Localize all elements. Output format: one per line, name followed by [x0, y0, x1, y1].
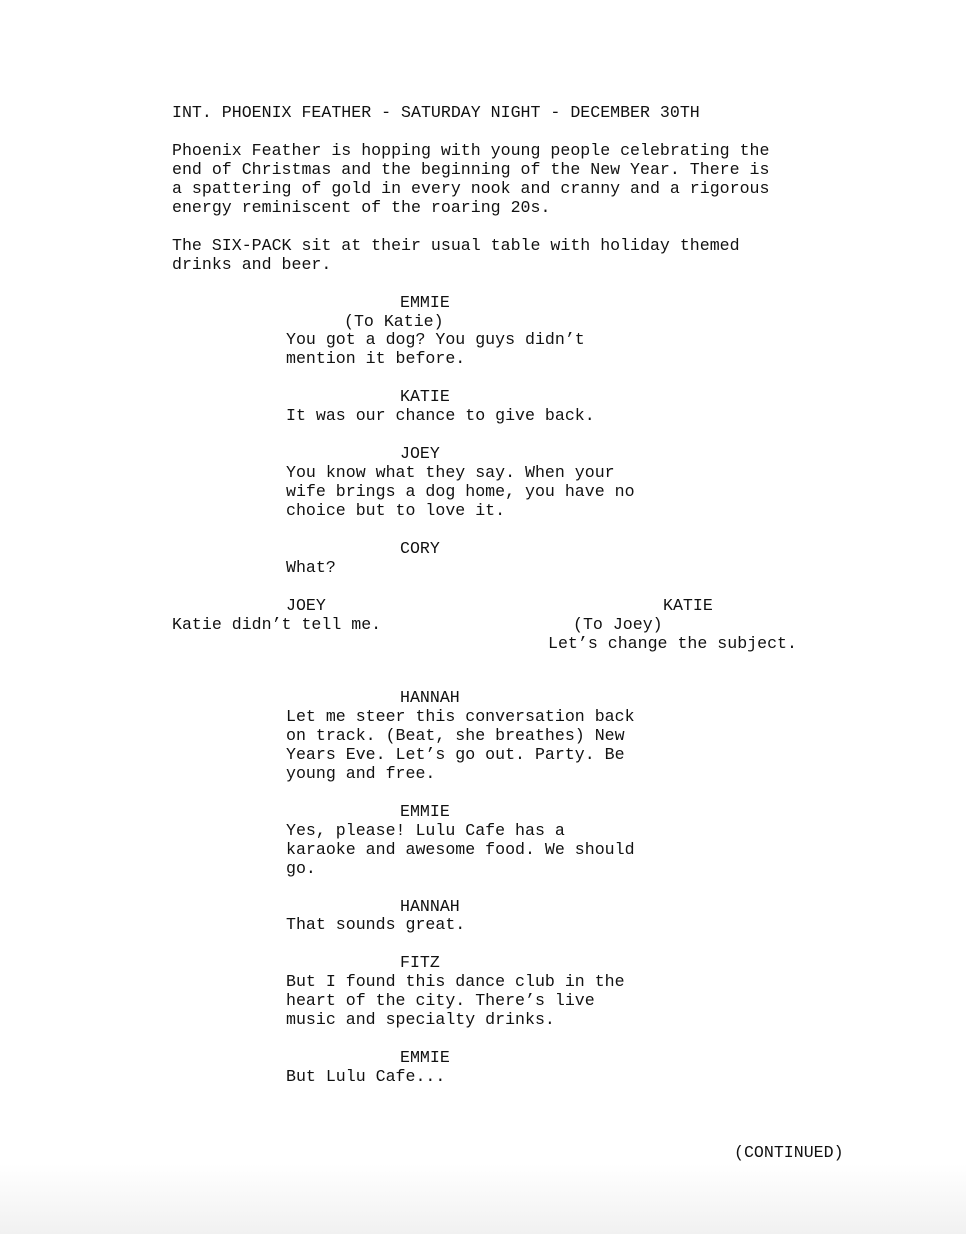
- dialogue-line: But I found this dance club in the heart of the city. There’s live music and specialty drinks.: [286, 972, 625, 1029]
- character-name: HANNAH: [400, 897, 460, 916]
- continued-marker: (CONTINUED): [734, 1143, 844, 1162]
- dual-dialogue-right-line: Let’s change the subject.: [548, 634, 797, 653]
- action-paragraph: The SIX-PACK sit at their usual table with holiday themed drinks and beer.: [172, 236, 740, 274]
- parenthetical: (To Katie): [344, 312, 444, 331]
- dual-dialogue-left-character: JOEY: [286, 596, 326, 615]
- dialogue-line: Yes, please! Lulu Cafe has a karaoke and awesome food. We should go.: [286, 821, 635, 878]
- dialogue-line: You got a dog? You guys didn’t mention it before.: [286, 330, 585, 368]
- scene-heading: INT. PHOENIX FEATHER - SATURDAY NIGHT - DECEMBER 30TH: [172, 103, 700, 122]
- character-name: EMMIE: [400, 1048, 450, 1067]
- dialogue-line: But Lulu Cafe...: [286, 1067, 446, 1086]
- action-paragraph: Phoenix Feather is hopping with young people celebrating the end of Christmas and the beginning of the New Year. There is a spattering of gold in every nook and cranny and a rigorous energy reminiscent of the roaring 20s.: [172, 141, 770, 217]
- dual-dialogue-left-line: Katie didn’t tell me.: [172, 615, 382, 634]
- dual-dialogue-right-parenthetical: (To Joey): [573, 615, 663, 634]
- dialogue-line: You know what they say. When your wife brings a dog home, you have no choice but to love it.: [286, 463, 635, 520]
- page-bottom-shadow: [0, 1164, 966, 1234]
- dialogue-line: What?: [286, 558, 336, 577]
- dialogue-line: Let me steer this conversation back on track. (Beat, she breathes) New Years Eve. Let’s go out. Party. Be young and free.: [286, 707, 635, 783]
- dialogue-line: That sounds great.: [286, 915, 466, 934]
- character-name: JOEY: [400, 444, 440, 463]
- dual-dialogue-right-character: KATIE: [663, 596, 713, 615]
- character-name: EMMIE: [400, 802, 450, 821]
- dialogue-line: It was our chance to give back.: [286, 406, 595, 425]
- character-name: HANNAH: [400, 688, 460, 707]
- character-name: FITZ: [400, 953, 440, 972]
- character-name: KATIE: [400, 387, 450, 406]
- character-name: CORY: [400, 539, 440, 558]
- character-name: EMMIE: [400, 293, 450, 312]
